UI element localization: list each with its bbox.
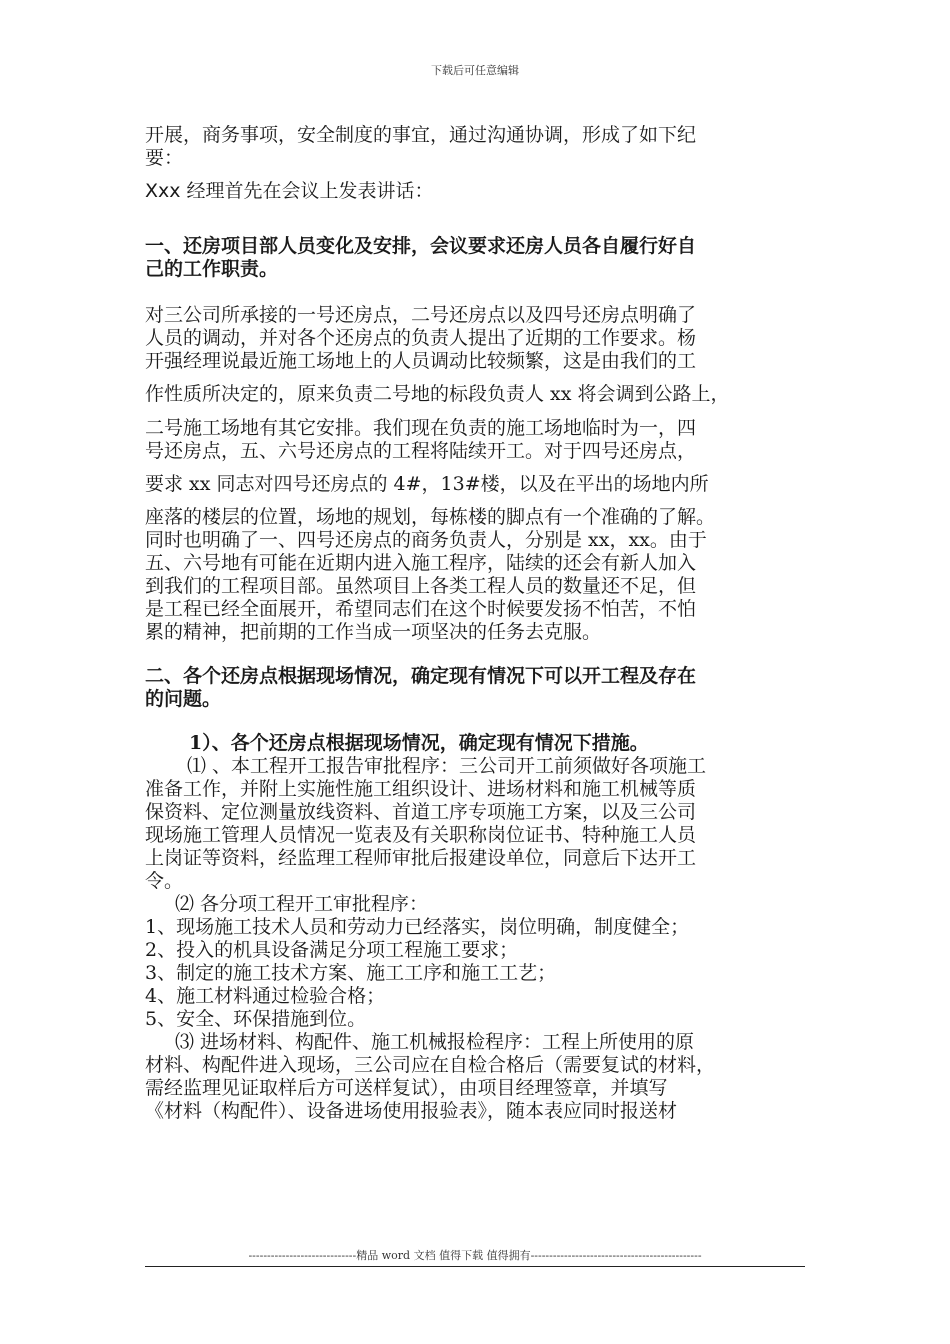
page-footer (145, 1247, 805, 1267)
body-line: 作性质所决定的，原来负责二号地的标段负责人 xx 将会调到公路上， (145, 383, 730, 405)
section-heading: 己的工作职责。 (145, 258, 279, 280)
body-line: 人员的调动，并对各个还房点的负责人提出了近期的工作要求。杨 (145, 327, 697, 349)
sub-heading: 1）、各个还房点根据现场情况，确定现有情况下措施。 (189, 732, 649, 754)
body-line: 开展，商务事项，安全制度的事宜，通过沟通协调，形成了如下纪 (145, 124, 697, 146)
body-line: 座落的楼层的位置，场地的规划，每栋楼的脚点有一个准确的了解。 (145, 506, 716, 528)
body-line: 同时也明确了一、四号还房点的商务负责人，分别是 xx，xx。由于 (145, 529, 707, 551)
body-line: 五、六号地有可能在近期内进入施工程序，陆续的还会有新人加入 (145, 552, 697, 574)
body-line: 材料、构配件进入现场，三公司应在自检合格后（需要复试的材料， (145, 1054, 716, 1076)
body-line: 令。 (145, 870, 184, 892)
body-line: ⑶ 进场材料、构配件、施工机械报检程序：工程上所使用的原 (175, 1031, 695, 1053)
section-heading: 的问题。 (145, 688, 222, 710)
body-line: 号还房点，五、六号还房点的工程将陆续开工。对于四号还房点， (145, 440, 697, 462)
body-line: ⑵ 各分项工程开工审批程序： (175, 893, 429, 915)
footer-text: -----------------------------精品 word 文档 值得下载 值得拥有---------------------------------------------- (248, 1249, 702, 1262)
body-line: 到我们的工程项目部。虽然项目上各类工程人员的数量还不足，但 (145, 575, 697, 597)
body-line: 要： (145, 147, 184, 169)
list-item: 1、现场施工技术人员和劳动力已经落实，岗位明确，制度健全； (145, 916, 690, 938)
body-line: 现场施工管理人员情况一览表及有关职称岗位证书、特种施工人员 (145, 824, 697, 846)
body-line: 需经监理见证取样后方可送样复试），由项目经理签章，并填写 (145, 1077, 668, 1099)
body-line: 对三公司所承接的一号还房点，二号还房点以及四号还房点明确了 (145, 304, 697, 326)
body-line: 累的精神，把前期的工作当成一项坚决的任务去克服。 (145, 621, 602, 643)
body-line: ⑴ 、本工程开工报告审批程序：三公司开工前须做好各项施工 (187, 755, 707, 777)
body-line: 上岗证等资料，经监理工程师审批后报建设单位，同意后下达开工 (145, 847, 697, 869)
body-line: 开强经理说最近施工场地上的人员调动比较频繁，这是由我们的工 (145, 350, 697, 372)
body-line: 保资料、定位测量放线资料、首道工序专项施工方案，以及三公司 (145, 801, 697, 823)
footer-divider (145, 1266, 805, 1267)
body-line: Xxx 经理首先在会议上发表讲话： (145, 180, 434, 202)
list-item: 3、制定的施工技术方案、施工工序和施工工艺； (145, 962, 557, 984)
list-item: 5、安全、环保措施到位。 (145, 1008, 367, 1030)
document-body (145, 124, 817, 1123)
page-header: 下载后可任意编辑 (431, 64, 519, 77)
list-item: 2、投入的机具设备满足分项工程施工要求； (145, 939, 519, 961)
section-heading: 二、各个还房点根据现场情况，确定现有情况下可以开工程及存在 (145, 665, 697, 687)
list-item: 4、施工材料通过检验合格； (145, 985, 386, 1007)
body-line: 二号施工场地有其它安排。我们现在负责的施工场地临时为一，四 (145, 417, 697, 439)
body-line: 《材料（构配件）、设备进场使用报验表》，随本表应同时报送材 (145, 1100, 678, 1122)
body-line: 是工程已经全面展开，希望同志们在这个时候要发扬不怕苦，不怕 (145, 598, 697, 620)
body-line: 准备工作，并附上实施性施工组织设计、进场材料和施工机械等质 (145, 778, 697, 800)
section-heading: 一、还房项目部人员变化及安排，会议要求还房人员各自履行好自 (145, 235, 697, 257)
body-line: 要求 xx 同志对四号还房点的 4#，13#楼，以及在平出的场地内所 (145, 473, 709, 495)
